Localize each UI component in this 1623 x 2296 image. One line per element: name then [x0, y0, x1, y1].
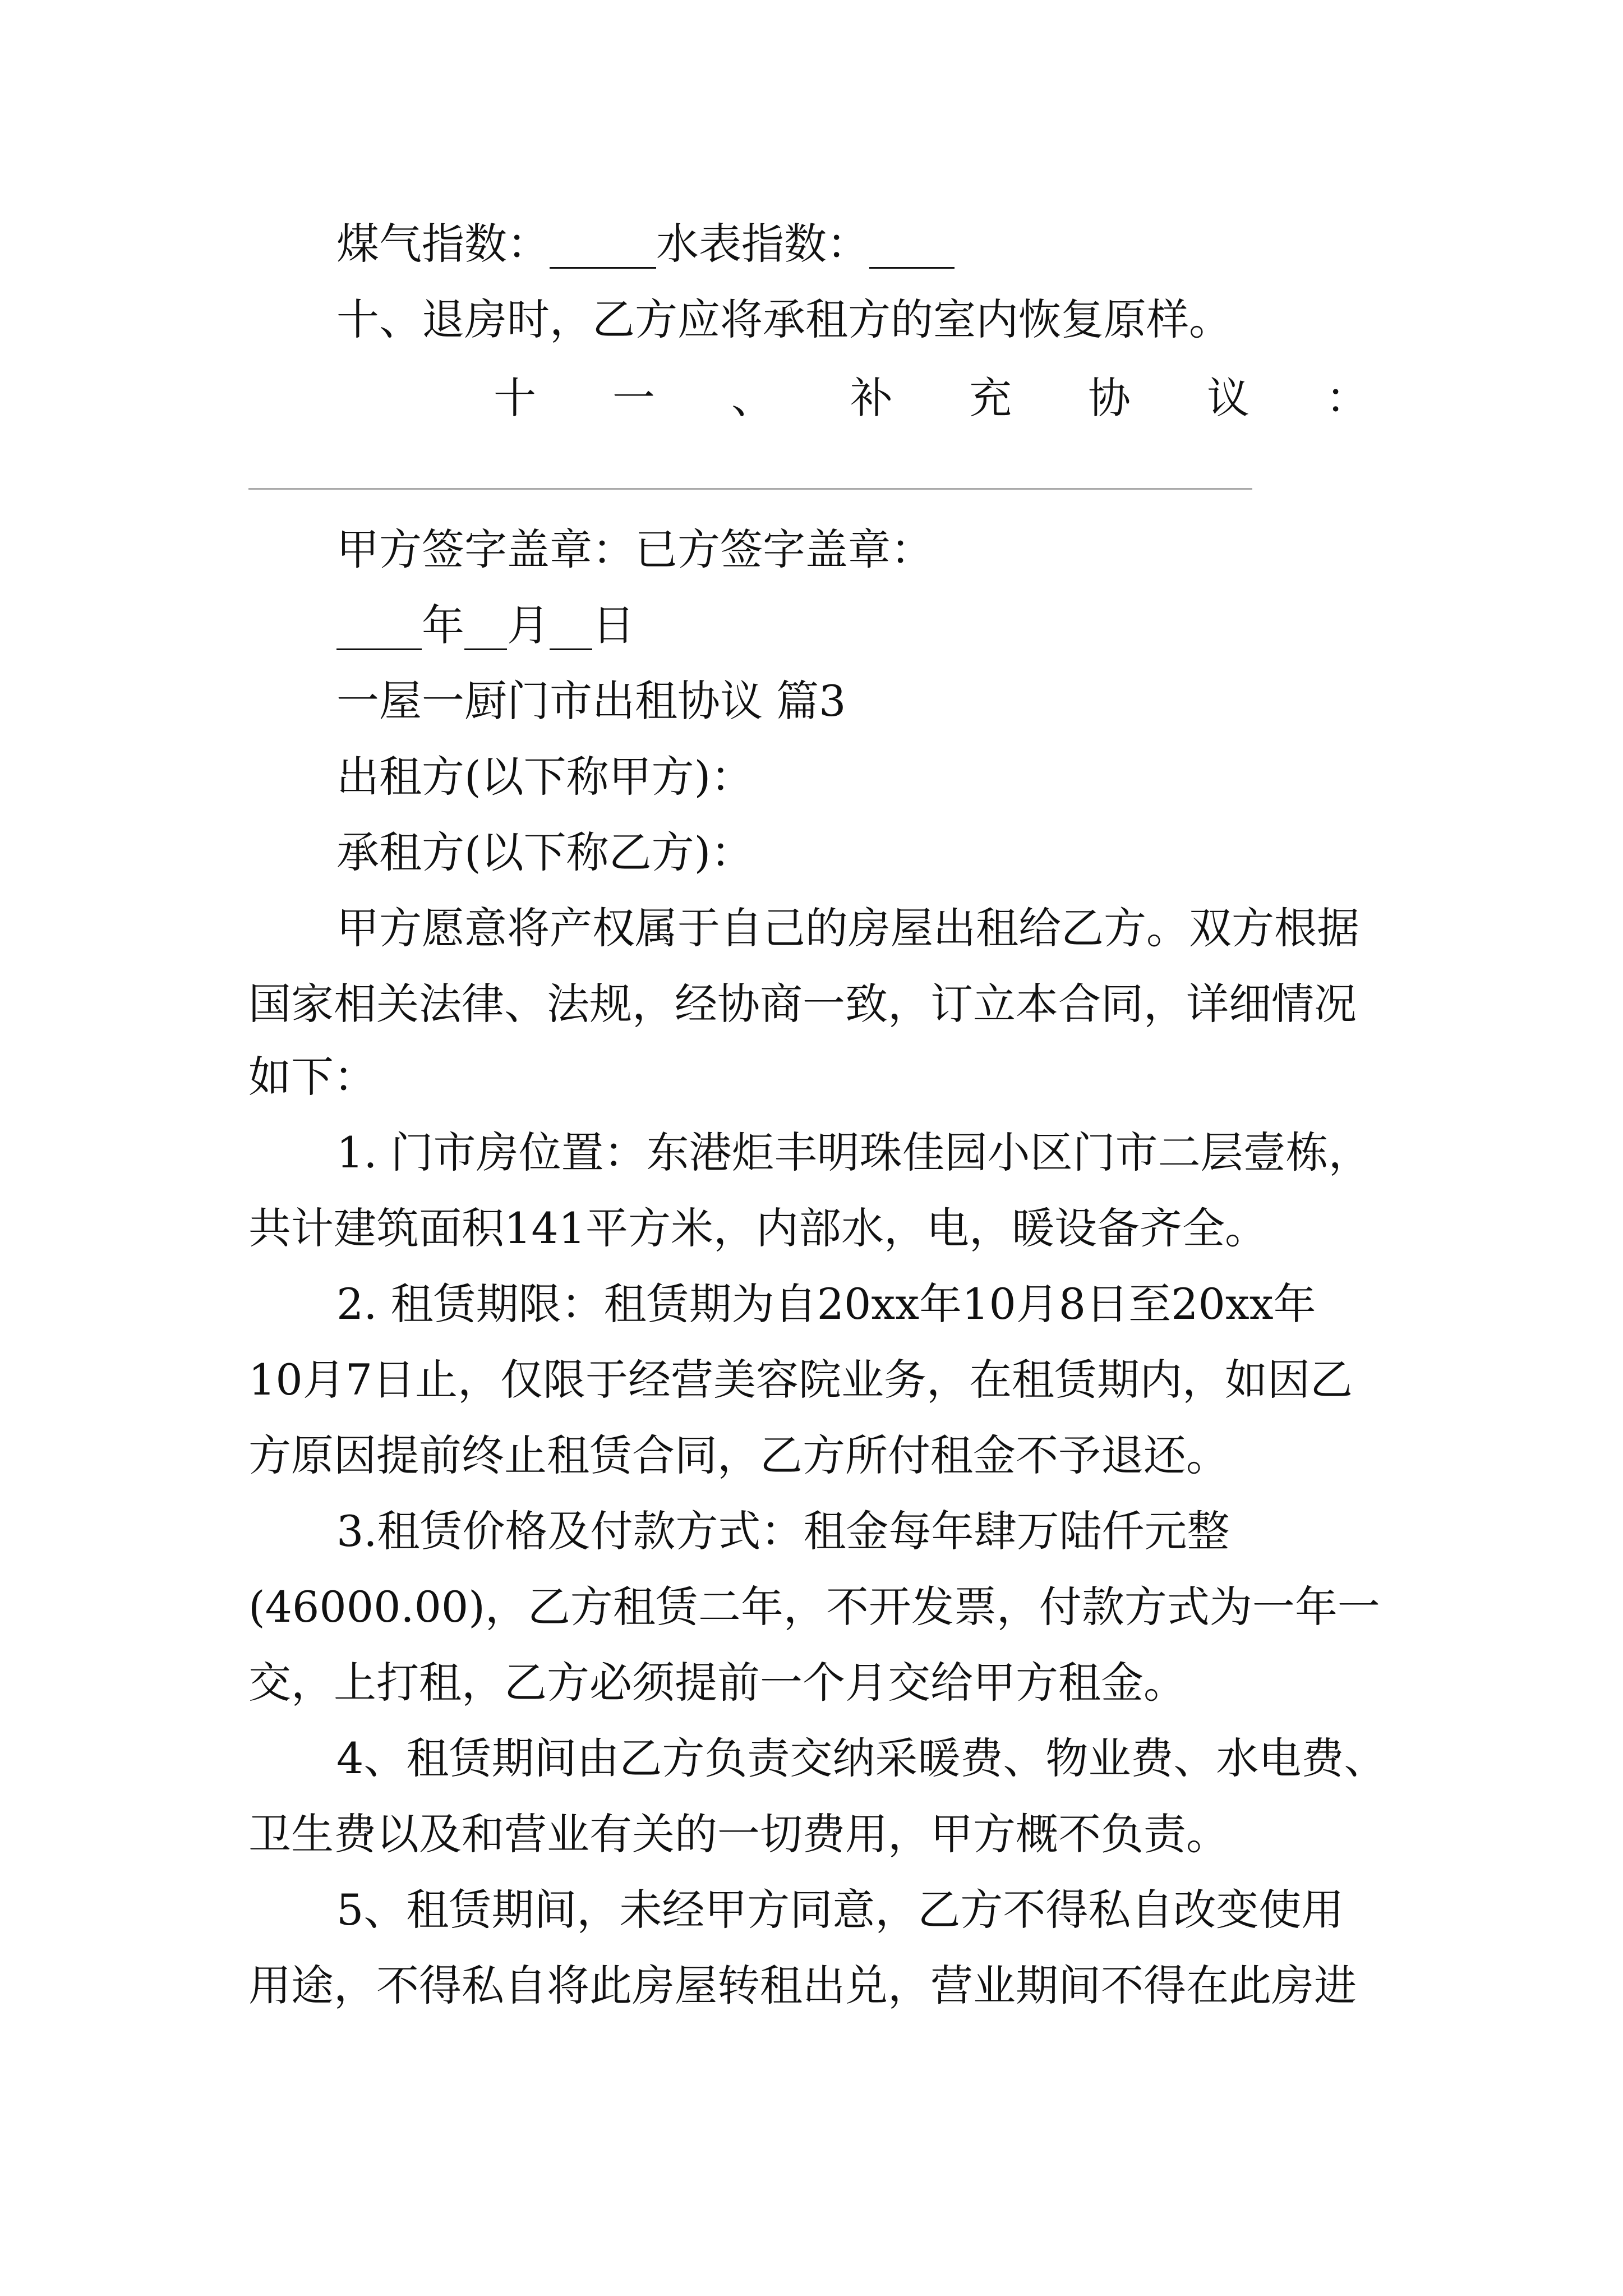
body-line: 1. 门市房位置：东港炬丰明珠佳园小区门市二层壹栋，: [336, 1128, 1371, 1177]
clause-eleven-char: 协: [1088, 373, 1131, 423]
clause-eleven-char: 、: [731, 373, 774, 423]
body-line: 共计建筑面积141平方米，内部水，电，暖设备齐全。: [248, 1203, 1268, 1253]
clause-eleven-heading: [494, 370, 1368, 426]
body-line: 方原因提前终止租赁合同，乙方所付租金不予退还。: [248, 1430, 1229, 1480]
body-line: 如下：: [248, 1052, 376, 1102]
body-line: 4、租赁期间由乙方负责交纳采暖费、物业费、水电费、: [336, 1733, 1387, 1783]
lessee-line: 承租方(以下称乙方)：: [336, 827, 754, 877]
body-line: (46000.00)，乙方租赁二年，不开发票，付款方式为一年一: [248, 1582, 1380, 1632]
lessor-line: 出租方(以下称甲方)：: [336, 752, 754, 802]
date-line: ____年__月__日: [336, 600, 635, 650]
section-title: 一屋一厨门市出租协议 篇3: [336, 676, 846, 726]
clause-eleven-char: 充: [969, 373, 1012, 423]
clause-eleven-char: ：: [1326, 373, 1368, 423]
signature-line: 甲方签字盖章：已方签字盖章：: [336, 524, 933, 574]
body-line: 2. 租赁期限：租赁期为自20xx年10月8日至20xx年: [336, 1279, 1316, 1329]
clause-ten-line: 十、退房时，乙方应将承租方的室内恢复原样。: [336, 295, 1232, 344]
clause-eleven-char: 十: [494, 373, 536, 423]
body-line: 甲方愿意将产权属于自己的房屋出租给乙方。双方根据: [336, 903, 1359, 953]
body-line: 10月7日止，仅限于经营美容院业务，在租赁期内，如因乙: [248, 1355, 1353, 1405]
body-line: 用途，不得私自将此房屋转租出兑，营业期间不得在此房进: [248, 1961, 1357, 2010]
clause-eleven-char: 一: [612, 373, 655, 423]
clause-eleven-char: 补: [850, 373, 893, 423]
meter-readings-line: 煤气指数：_____水表指数：____: [336, 219, 955, 269]
body-line: 交，上打租，乙方必须提前一个月交给甲方租金。: [248, 1658, 1186, 1708]
body-line: 3.租赁价格及付款方式：租金每年肆万陆仟元整: [336, 1506, 1230, 1556]
clause-eleven-char: 议: [1207, 373, 1249, 423]
body-line: 5、租赁期间，未经甲方同意，乙方不得私自改变使用: [336, 1885, 1344, 1935]
body-line: 国家相关法律、法规，经协商一致，订立本合同，详细情况: [248, 979, 1357, 1029]
supplementary-agreement-blank-rule: [248, 488, 1252, 490]
body-line: 卫生费以及和营业有关的一切费用，甲方概不负责。: [248, 1809, 1229, 1859]
